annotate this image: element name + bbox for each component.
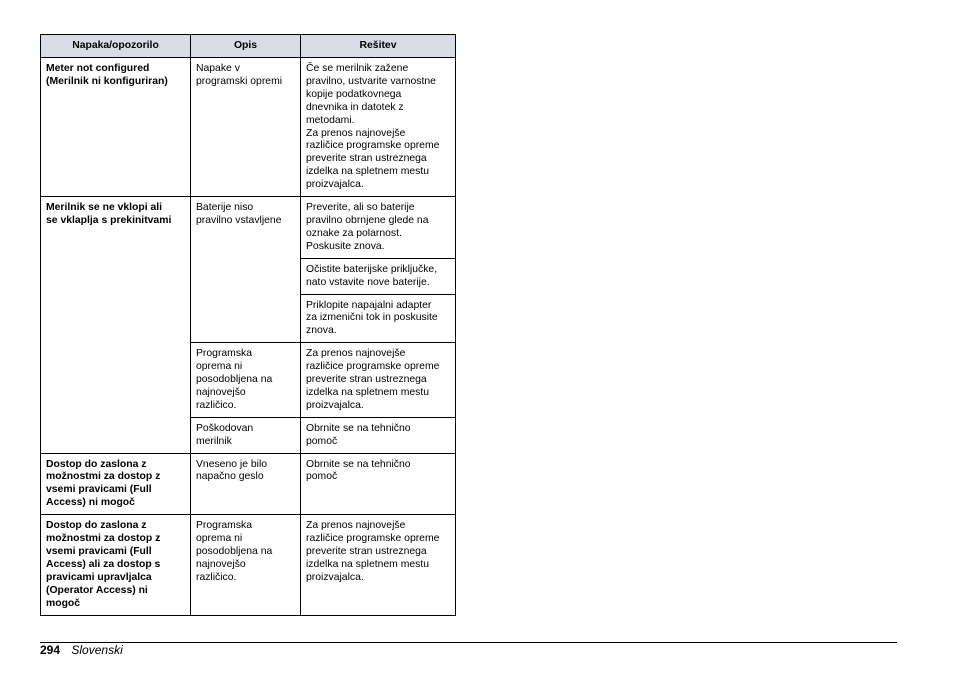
cell-text-line: Dostop do zaslona z [46, 520, 147, 532]
cell-text-line: pravilno, ustvarite varnostne [306, 75, 436, 87]
cell-text-line: pravilno vstavljene [196, 214, 282, 226]
solution-cell [301, 453, 456, 515]
table-row [41, 197, 456, 259]
page-footer [40, 643, 123, 657]
cell-text-line: izdelka na spletnem mestu [306, 386, 430, 398]
cell-text-line: preverite stran ustreznega [306, 374, 427, 386]
cell-text-line: možnostmi za dostop z [46, 471, 161, 483]
cell-text-line: (Operator Access) ni [46, 584, 148, 596]
cell-text-line: posodobljena na [196, 374, 273, 386]
page-number: 294 [40, 643, 61, 657]
cell-text-line: Preverite, ali so baterije [306, 202, 415, 214]
cell-text-line: vsemi pravicami (Full [46, 546, 152, 557]
cell-text-line: Meter not configured [46, 63, 150, 74]
cell-text-line: Priklopite napajalni adapter [306, 299, 432, 311]
description-cell [191, 453, 301, 515]
cell-text-line: različico. [196, 399, 237, 411]
cell-text-line: oprema ni [196, 361, 243, 373]
description-cell [191, 343, 301, 418]
header-solution: Rešitev [301, 35, 456, 58]
cell-text-line: vsemi pravicami (Full [46, 484, 152, 496]
cell-text-line: Baterije niso [196, 202, 254, 214]
cell-text-line: Za prenos najnovejše [306, 348, 406, 360]
cell-text-line: proizvajalca. [306, 179, 364, 191]
cell-text-line: Za prenos najnovejše [306, 520, 406, 532]
description-cell [191, 515, 301, 615]
cell-text-line: najnovejšo [196, 386, 246, 398]
cell-text-line: Access) ali za dostop s [46, 558, 161, 570]
cell-text-line: izdelka na spletnem mestu [306, 166, 430, 178]
cell-text-line: Če se merilnik zažene [306, 63, 409, 74]
cell-text-line: Merilnik se ne vklopi ali [46, 202, 163, 214]
cell-text-line: Obrnite se na tehnično [306, 458, 411, 470]
description-cell [191, 417, 301, 453]
cell-text-line: Poskusite znova. [306, 240, 385, 252]
cell-text-line: Dostop do zaslona z [46, 458, 147, 470]
solution-cell [301, 515, 456, 615]
solution-cell [301, 343, 456, 418]
cell-text-line: Za prenos najnovejše [306, 127, 406, 139]
cell-text-line: izdelka na spletnem mestu [306, 558, 430, 570]
cell-text-line: različice programske opreme [306, 533, 440, 545]
cell-text-line: proizvajalca. [306, 399, 364, 411]
footer-divider [40, 642, 897, 643]
cell-text-line: za izmenični tok in poskusite [306, 312, 438, 324]
cell-text-line: mogoč [46, 597, 81, 609]
description-cell [191, 58, 301, 197]
table-row [41, 515, 456, 615]
cell-text-line: Očistite baterijske priključke, [306, 263, 438, 275]
cell-text-line: preverite stran ustreznega [306, 153, 427, 165]
cell-text-line: različico. [196, 571, 237, 583]
cell-text-line: napačno geslo [196, 471, 264, 483]
cell-text-line: Vneseno je bilo [196, 458, 268, 470]
cell-text-line: programski opremi [196, 75, 283, 87]
cell-text-line: Napake v [196, 63, 240, 74]
description-cell [191, 197, 301, 343]
cell-text-line: oznake za polarnost. [306, 227, 402, 239]
cell-text-line: posodobljena na [196, 546, 273, 557]
solution-cell [301, 197, 456, 259]
header-error: Napaka/opozorilo [41, 35, 191, 58]
error-cell [41, 515, 191, 615]
solution-cell [301, 258, 456, 294]
cell-text-line: Poškodovan [196, 422, 254, 434]
solution-cell [301, 417, 456, 453]
cell-text-line: preverite stran ustreznega [306, 546, 427, 557]
cell-text-line: pomoč [306, 435, 338, 447]
table-row [41, 58, 456, 197]
cell-text-line: metodami. [306, 114, 355, 126]
cell-text-line: najnovejšo [196, 558, 246, 570]
cell-text-line: se vklaplja s prekinitvami [46, 214, 172, 226]
error-cell [41, 453, 191, 515]
cell-text-line: možnostmi za dostop z [46, 533, 161, 545]
error-cell [41, 197, 191, 454]
cell-text-line: Obrnite se na tehnično [306, 422, 411, 434]
footer-language: Slovenski [71, 643, 123, 657]
cell-text-line: različice programske opreme [306, 361, 440, 373]
troubleshooting-table [40, 34, 456, 616]
header-description: Opis [191, 35, 301, 58]
cell-text-line: znova. [306, 325, 337, 337]
table-header-row [41, 35, 456, 58]
cell-text-line: Access) ni mogoč [46, 497, 135, 509]
error-cell [41, 58, 191, 197]
cell-text-line: dnevnika in datotek z [306, 101, 404, 113]
cell-text-line: pravilno obrnjene glede na [306, 214, 429, 226]
cell-text-line: Programska [196, 348, 253, 360]
cell-text-line: pravicami upravljalca [46, 571, 152, 583]
solution-cell [301, 58, 456, 197]
cell-text-line: oprema ni [196, 533, 243, 545]
cell-text-line: različice programske opreme [306, 140, 440, 152]
cell-text-line: Programska [196, 520, 253, 532]
cell-text-line: (Merilnik ni konfiguriran) [46, 75, 168, 87]
cell-text-line: pomoč [306, 471, 338, 483]
cell-text-line: kopije podatkovnega [306, 88, 402, 100]
cell-text-line: proizvajalca. [306, 571, 364, 583]
cell-text-line: merilnik [196, 435, 232, 447]
table-row [41, 453, 456, 515]
solution-cell [301, 294, 456, 343]
cell-text-line: nato vstavite nove baterije. [306, 276, 430, 288]
